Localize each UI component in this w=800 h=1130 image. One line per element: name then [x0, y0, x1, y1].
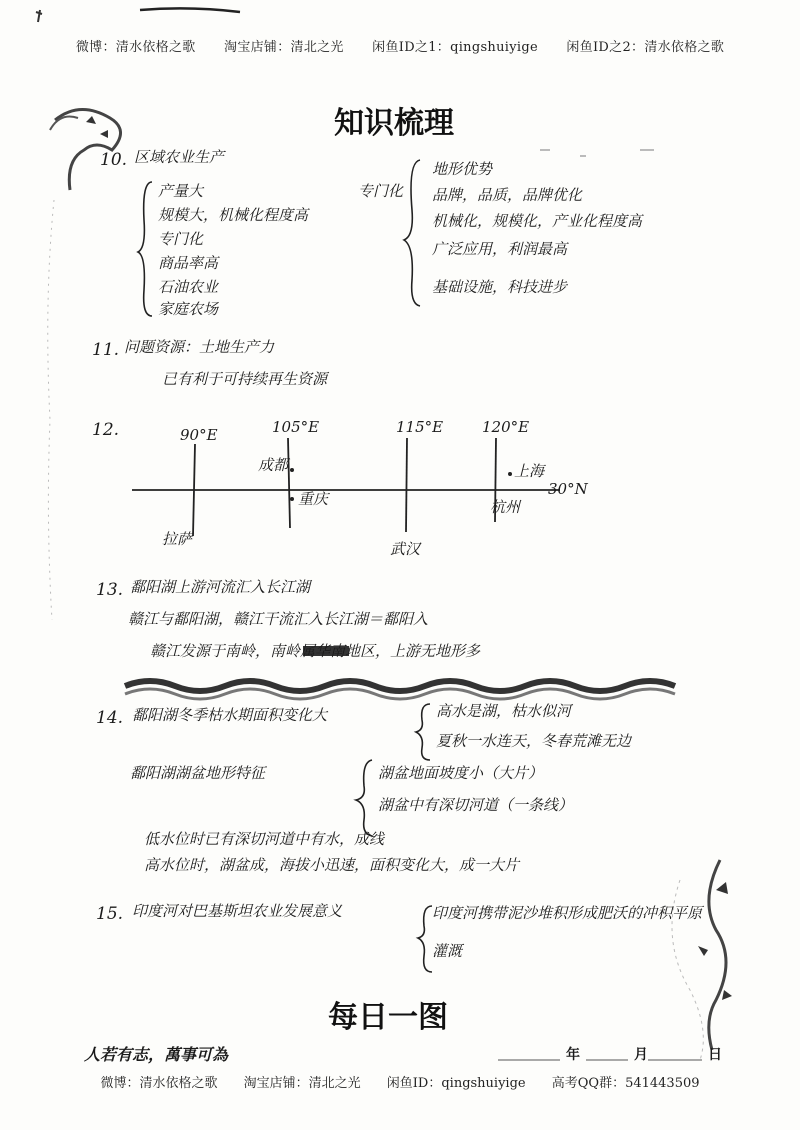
item-15-brace-2: 灌溉 [432, 942, 463, 960]
footer-taobao: 淘宝店铺：清北之光 [243, 1076, 361, 1091]
item-10-right-5: 基础设施，科技进步 [432, 278, 568, 296]
page-footer [0, 1072, 800, 1091]
date-month-label: 月 [634, 1047, 648, 1063]
item-13-number: 13. [96, 580, 124, 600]
item-12-number: 12. [92, 420, 120, 440]
city-shanghai: 上海 [514, 462, 545, 480]
item-11-line-1: 问题资源：土地生产力 [124, 338, 275, 356]
item-10-right-4: 广泛应用，利润最高 [432, 240, 568, 258]
item-14-brace1-2: 夏秋一水连天，冬春荒滩无边 [436, 732, 632, 750]
item-10-title: 区域农业生产 [134, 148, 225, 166]
item-10-left-4: 商品率高 [158, 254, 219, 272]
item-10-left-1: 产量大 [158, 182, 204, 200]
item-14-line-2: 鄱阳湖湖盆地形特征 [130, 764, 266, 782]
daily-title: 每日一图 [328, 1000, 448, 1035]
item-15-number: 15. [96, 904, 124, 924]
longitude-105e: 105°E [272, 418, 320, 436]
item-13-line-3: 赣江发源于南岭，南岭属华南地区，上游无地形多 [150, 642, 481, 660]
page-title: 知识梳理 [334, 106, 454, 141]
header-weibo: 微博：清水依格之歌 [75, 40, 196, 55]
item-10-right-2: 品牌，品质，品牌优化 [432, 186, 583, 204]
city-chongqing: 重庆 [298, 490, 329, 508]
date-year-label: 年 [566, 1047, 580, 1063]
header-xianyu-1: 闲鱼ID之1：qingshuiyige [372, 40, 538, 55]
item-10-mid: 专门化 [358, 182, 404, 200]
longitude-115e: 115°E [396, 418, 444, 436]
item-10-left-3: 专门化 [158, 230, 204, 248]
header-xianyu-2: 闲鱼ID之2：清水依格之歌 [566, 40, 725, 55]
item-10-number: 10. [100, 150, 128, 170]
item-10-left-6: 家庭农场 [158, 300, 219, 318]
item-14-line-4: 高水位时，湖盆成，海拔小迅速，面积变化大，成一大片 [144, 856, 520, 874]
item-15-line-1: 印度河对巴基斯坦农业发展意义 [132, 902, 343, 920]
item-14-brace2-1: 湖盆地面坡度小（大片） [378, 764, 544, 782]
item-10-right-3: 机械化，规模化，产业化程度高 [432, 212, 643, 230]
latitude-30n: 30°N [548, 480, 588, 498]
item-11-number: 11. [92, 340, 120, 360]
longitude-90e: 90°E [180, 426, 218, 444]
item-13-line-2: 赣江与鄱阳湖，赣江干流汇入长江湖＝鄱阳入 [128, 610, 429, 628]
city-hangzhou: 杭州 [490, 498, 521, 516]
city-wuhan: 武汉 [390, 540, 421, 558]
item-13-line-1: 鄱阳湖上游河流汇入长江湖 [130, 578, 311, 596]
footer-xianyu: 闲鱼ID：qingshuiyige [386, 1076, 526, 1091]
item-14-number: 14. [96, 708, 124, 728]
item-10-left-2: 规模大，机械化程度高 [158, 206, 309, 224]
footer-weibo: 微博：清水依格之歌 [100, 1076, 218, 1091]
motto: 人若有志，萬事可為 [84, 1045, 229, 1064]
city-lhasa: 拉萨 [162, 530, 193, 548]
page-header [0, 36, 800, 55]
item-14-line-3: 低水位时已有深切河道中有水，成线 [144, 830, 385, 848]
item-14-brace1-1: 高水是湖，枯水似河 [436, 702, 572, 720]
footer-qq: 高考QQ群：541443509 [551, 1076, 700, 1091]
header-taobao: 淘宝店铺：清北之光 [224, 40, 344, 55]
longitude-120e: 120°E [482, 418, 530, 436]
item-14-brace2-2: 湖盆中有深切河道（一条线） [378, 796, 574, 814]
city-chengdu: 成都 [258, 456, 289, 474]
item-11-line-2: 已有利于可持续再生资源 [162, 370, 328, 388]
item-14-line-1: 鄱阳湖冬季枯水期面积变化大 [132, 706, 328, 724]
item-10-right-1: 地形优势 [432, 160, 493, 178]
date-day-label: 日 [708, 1047, 722, 1063]
item-10-left-5: 石油农业 [158, 278, 219, 296]
item-15-brace-1: 印度河携带泥沙堆积形成肥沃的冲积平原 [432, 904, 703, 922]
